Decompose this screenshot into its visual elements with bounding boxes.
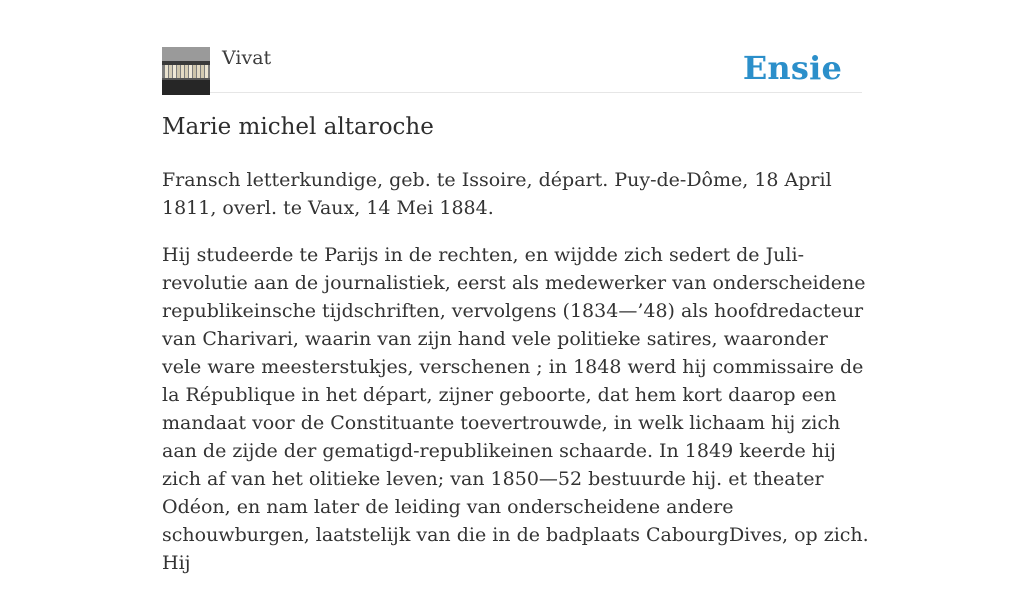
source-avatar[interactable] xyxy=(162,47,210,95)
article-paragraph: Fransch letterkundige, geb. te Issoire, départ. Puy-de-Dôme, 18 April 1811, overl. te Vaux, 14 Mei 1884. xyxy=(162,169,832,219)
article-body xyxy=(162,166,870,596)
source-header xyxy=(162,44,862,93)
article-title: Marie michel altaroche xyxy=(162,114,434,140)
article-paragraph: Hij studeerde te Parijs in de rechten, en wijdde zich sedert de Juli-revolutie aan de journalistiek, eerst als medewerker van onderscheidene republikeinsche tijdschriften, vervolgens (1834—’48) als hoofdredacteur van Charivari, waarin van zijn hand vele politieke satires, waaronder vele ware meesterstukjes, verschenen ; in 1848 werd hij commissaire de la République in het départ, zijner geboorte, dat hem kort daarop een mandaat voor de Constituante toevertrouwde, in welk lichaam hij zich aan de zijde der gematigd-republikeinen schaarde. In 1849 keerde hij zich af van het olitieke leven; van 1850—52 bestuurde hij. et theater Odéon, en nam later de leiding van onderscheidene andere schouwburgen, laatstelijk van die in de badplaats CabourgDives, op zich. Hij xyxy=(162,244,869,574)
source-name[interactable]: Vivat xyxy=(222,47,272,69)
brand-logo[interactable]: Ensie xyxy=(742,49,842,87)
bookshelf-icon xyxy=(162,47,210,95)
